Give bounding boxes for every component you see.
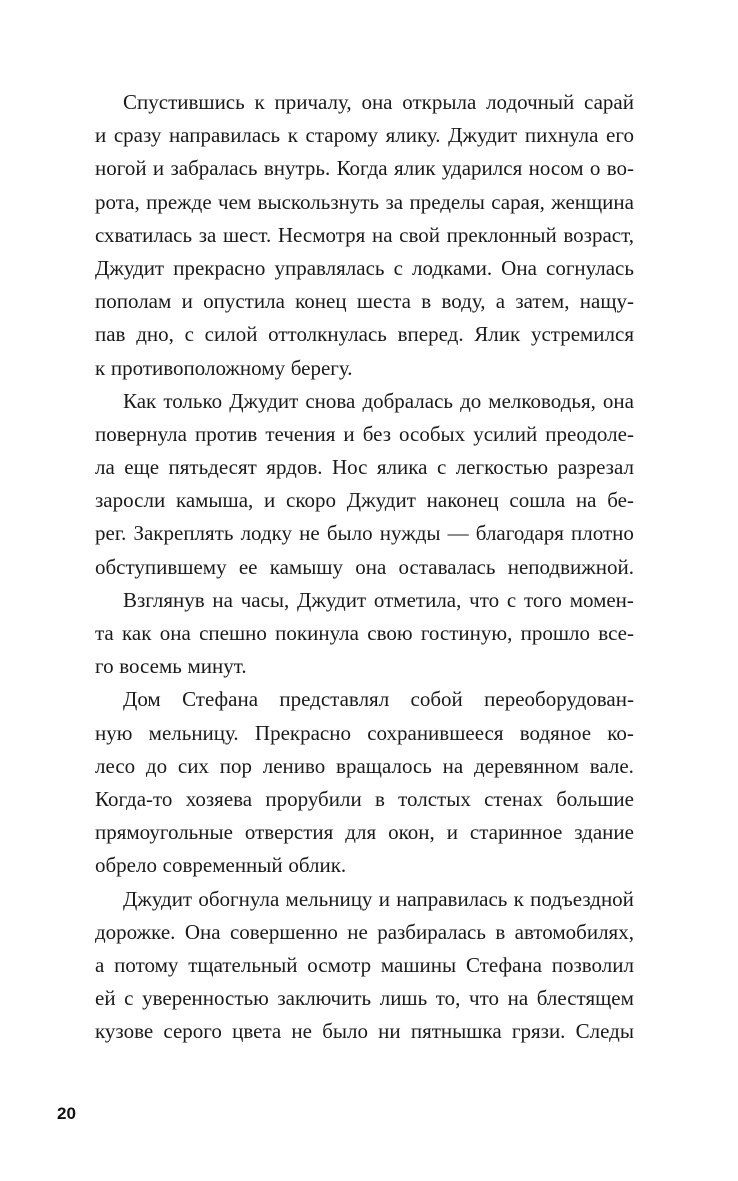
text-line: Джудит обогнула мельницу и направилась к подъездной <box>123 886 634 911</box>
text-line: дорожке. Она совершенно не разбиралась в автомобилях, <box>95 919 634 944</box>
text-line: го восемь минут. <box>95 654 247 679</box>
text-line: Когда-то хозяева прорубили в толстых стенах большие <box>95 786 634 811</box>
text-line: а потому тщательный осмотр машины Стефана позволил <box>95 952 634 977</box>
text-line: та как она спешно покинула свою гостиную, прошло все- <box>95 621 634 645</box>
text-line: пав дно, с силой оттолкнулась вперед. Ялик устремился <box>95 322 634 347</box>
text-line: Спустившись к причалу, она открыла лодочный сарай <box>123 90 634 114</box>
page-number: 20 <box>57 1104 76 1123</box>
text-line: Как только Джудит снова добралась до мелководья, она <box>123 388 634 413</box>
text-line: и сразу направилась к старому ялику. Джудит пихнула его <box>95 123 634 148</box>
text-line: лесо до сих пор лениво вращалось на деревянном вале. <box>95 753 634 778</box>
body-text <box>95 86 634 1048</box>
text-line: Взглянув на часы, Джудит отметила, что с того момен- <box>123 587 634 612</box>
text-line: ей с уверенностью заключить лишь то, что на блестящем <box>95 986 634 1011</box>
text-line: ногой и забралась внутрь. Когда ялик ударился носом о во- <box>95 156 634 181</box>
text-line: схватилась за шест. Несмотря на свой преклонный возраст, <box>95 222 634 247</box>
text-line: обрело современный облик. <box>95 853 347 878</box>
text-line: пополам и опустила конец шеста в воду, а затем, нащу- <box>95 289 634 314</box>
text-line: Дом Стефана представлял собой переоборудован- <box>123 687 634 712</box>
text-line: рег. Закреплять лодку не было нужды — благодаря плотно <box>95 521 634 546</box>
text-line: заросли камыша, и скоро Джудит наконец сошла на бе- <box>95 488 634 513</box>
text-line: ную мельницу. Прекрасно сохранившееся водяное ко- <box>95 720 634 745</box>
text-line: прямоугольные отверстия для окон, и старинное здание <box>95 820 634 845</box>
text-line: к противоположному берегу. <box>95 355 353 380</box>
text-line: повернула против течения и без особых усилий преодоле- <box>95 421 634 446</box>
text-line: ла еще пятьдесят ярдов. Нос ялика с легкостью разрезал <box>95 455 634 480</box>
text-line: обступившему ее камышу она оставалась неподвижной. <box>95 554 634 579</box>
text-line: Джудит прекрасно управлялась с лодками. Она согнулась <box>95 255 634 280</box>
text-line: рота, прежде чем выскользнуть за пределы сарая, женщина <box>95 189 634 214</box>
text-line: кузове серого цвета не было ни пятнышка грязи. Следы <box>95 1019 634 1044</box>
